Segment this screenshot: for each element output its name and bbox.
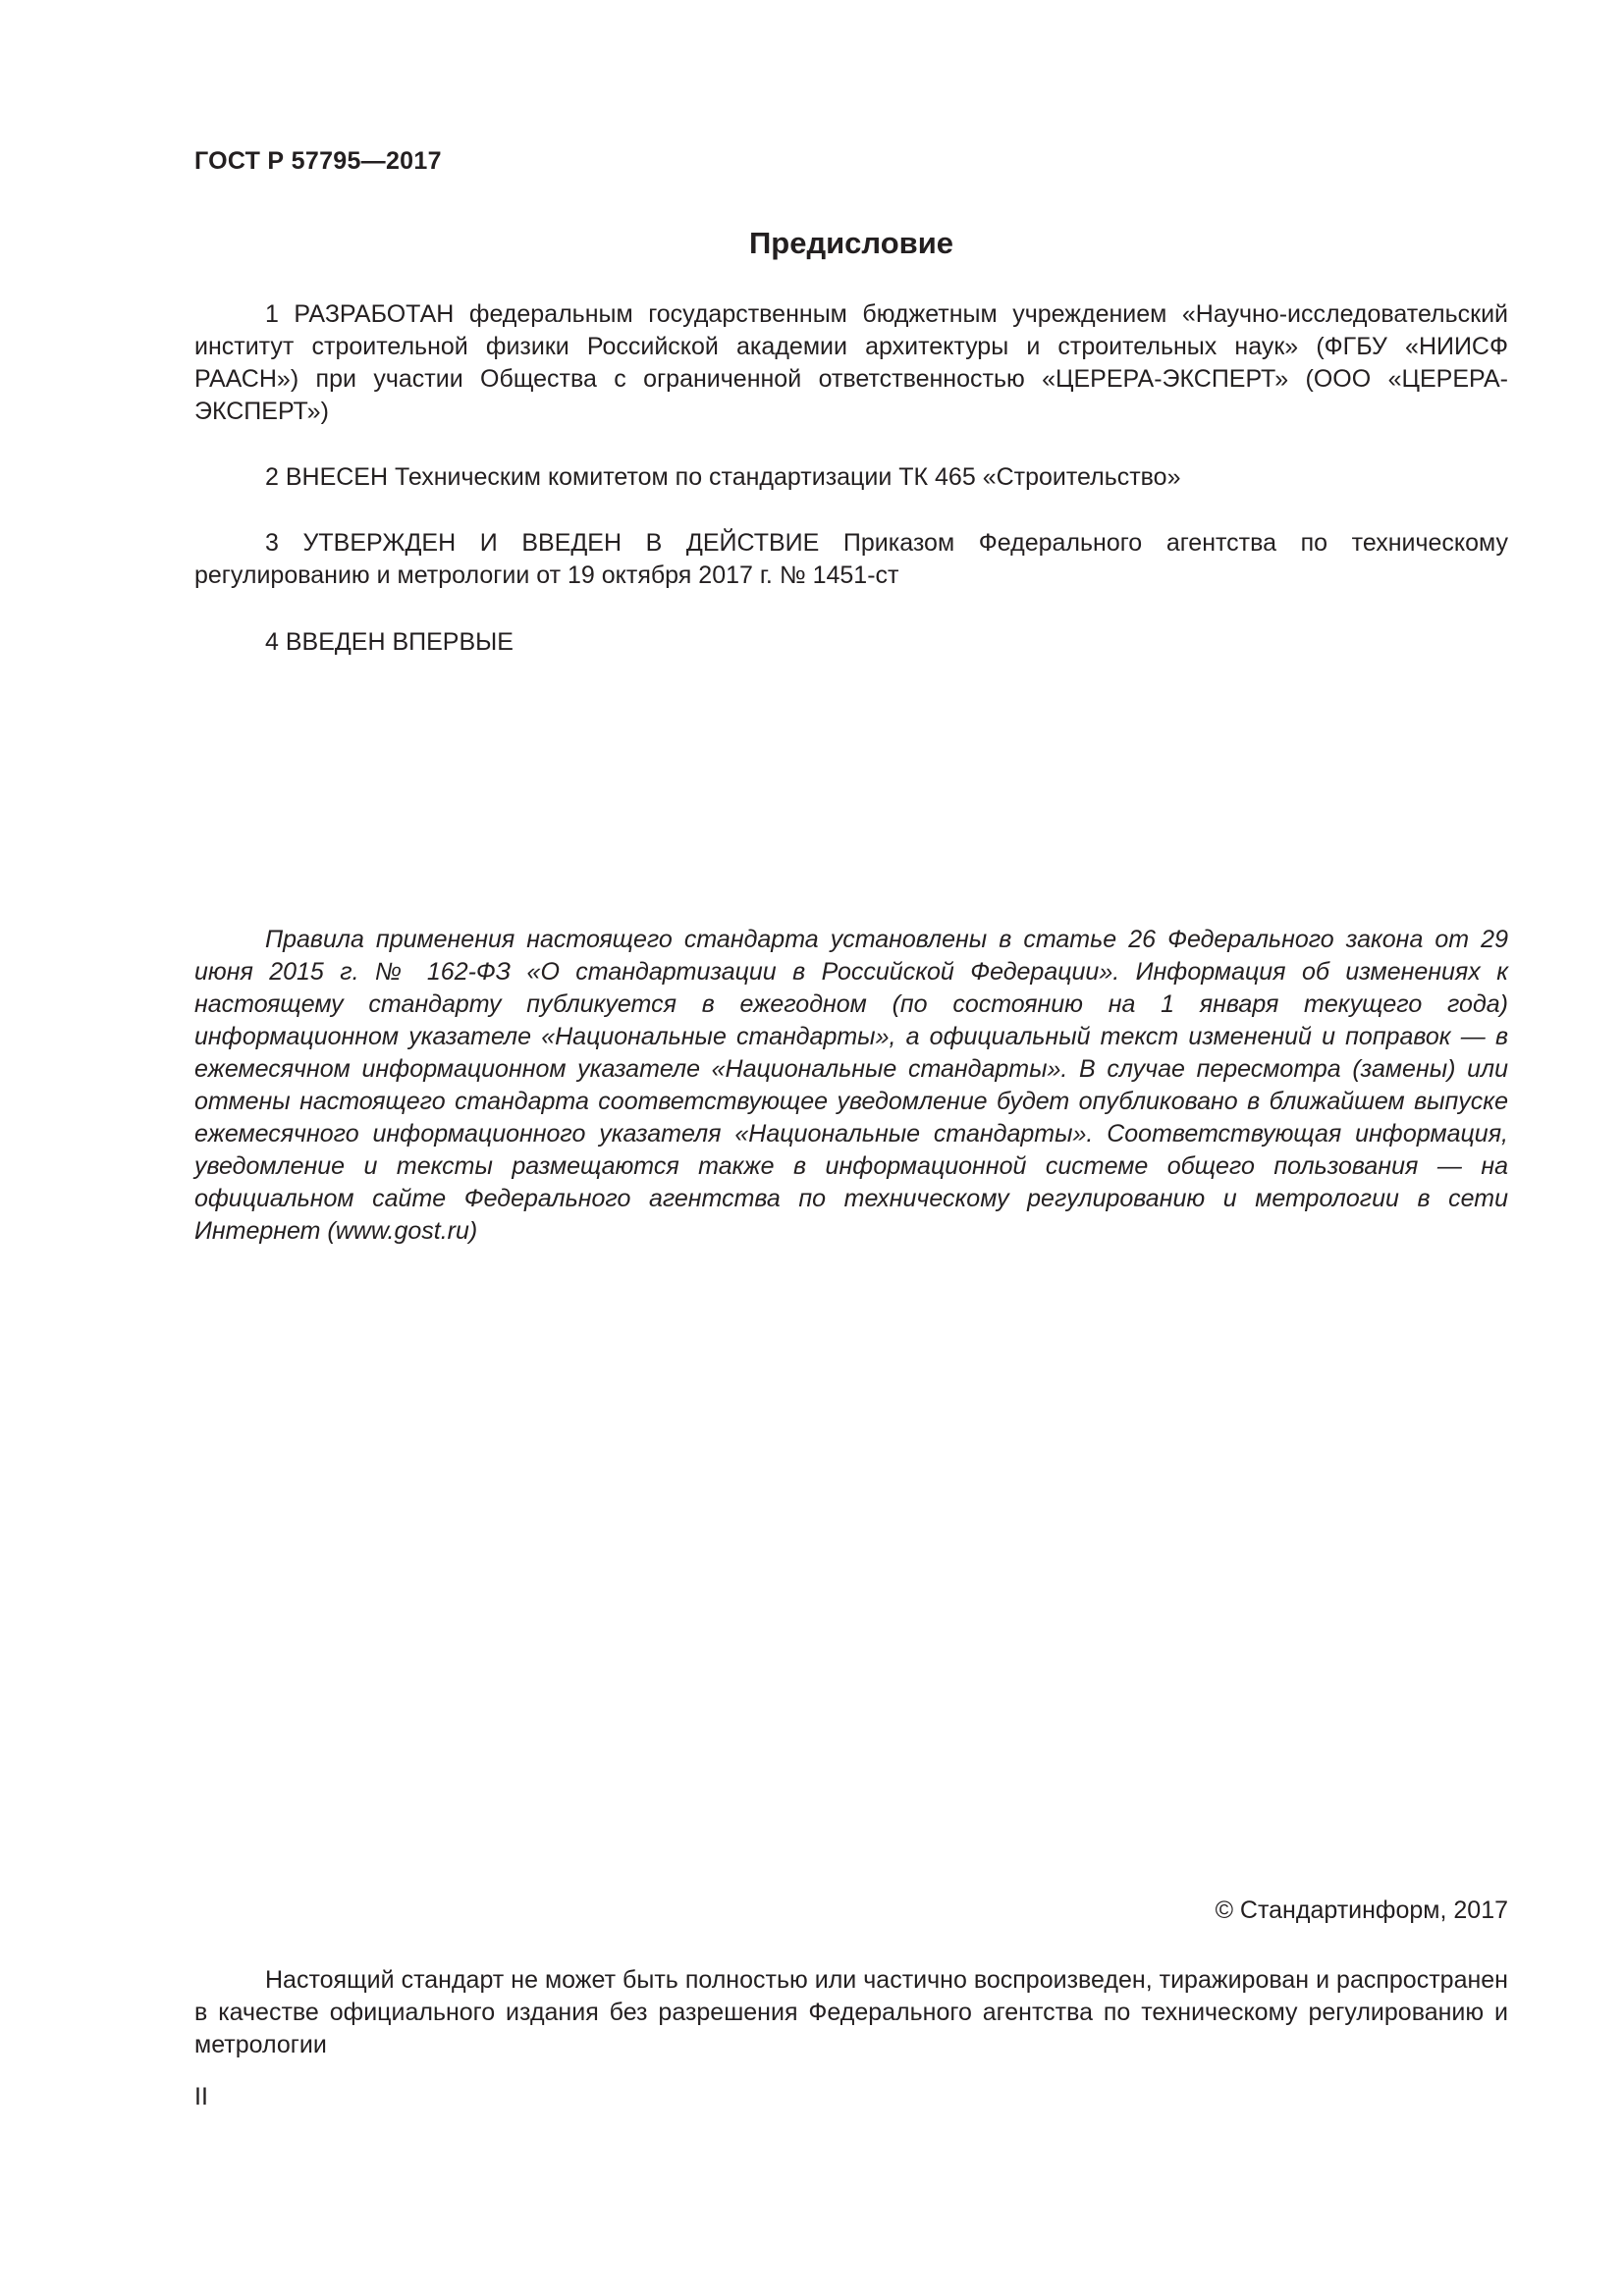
preface-item-introduced: 2 ВНЕСЕН Техническим комитетом по стандартизации ТК 465 «Строительство»	[265, 463, 1181, 491]
page-number: II	[194, 2083, 208, 2110]
preface-item-first-time: 4 ВВЕДЕН ВПЕРВЫЕ	[265, 628, 514, 656]
application-rules-notice: Правила применения настоящего стандарта установлены в статье 26 Федерального закона от 29 июня 2015 г. № 162-ФЗ «О стандартизации в Российской Федерации». Информация об изменениях к настоящему стандарту публикуется в ежегодном (по состоянию на 1 января текущего года) информационном указателе «Национальные стандарты», а официальный текст изменений и поправок — в ежемесячном информационном указателе «Национальные стандарты». В случае пересмотра (замены) или отмены настоящего стандарта соответствующее уведомление будет опубликовано в ближайшем выпуске ежемесячного информационного указателя «Национальные стандарты». Соответствующая информация, уведомление и тексты размещаются также в информационной системе общего пользования — на официальном сайте Федерального агентства по техническому регулированию и метрологии в сети Интернет (www.gost.ru)	[194, 926, 1508, 1245]
document-number: ГОСТ Р 57795—2017	[194, 147, 442, 175]
copyright: © Стандартинформ, 2017	[1215, 1896, 1508, 1924]
reproduction-restriction: Настоящий стандарт не может быть полностью или частично воспроизведен, тиражирован и распространен в качестве официального издания без разрешения Федерального агентства по техническому регулированию и метрологии	[194, 1966, 1508, 2058]
page-title: Предисловие	[748, 226, 953, 260]
preface-item-developed: 1 РАЗРАБОТАН федеральным государственным бюджетным учреждением «Научно-исследовательский институт строительной физики Российской академии архитектуры и строительных наук» (ФГБУ «НИИСФ РААСН») при участии Общества с ограниченной ответственностью «ЦЕРЕРА-ЭКСПЕРТ» (ООО «ЦЕРЕРА-ЭКСПЕРТ»)	[194, 300, 1508, 425]
preface-item-approved: 3 УТВЕРЖДЕН И ВВЕДЕН В ДЕЙСТВИЕ Приказом Федерального агентства по техническому регулированию и метрологии от 19 октября 2017 г. № 1451-ст	[194, 529, 1508, 589]
